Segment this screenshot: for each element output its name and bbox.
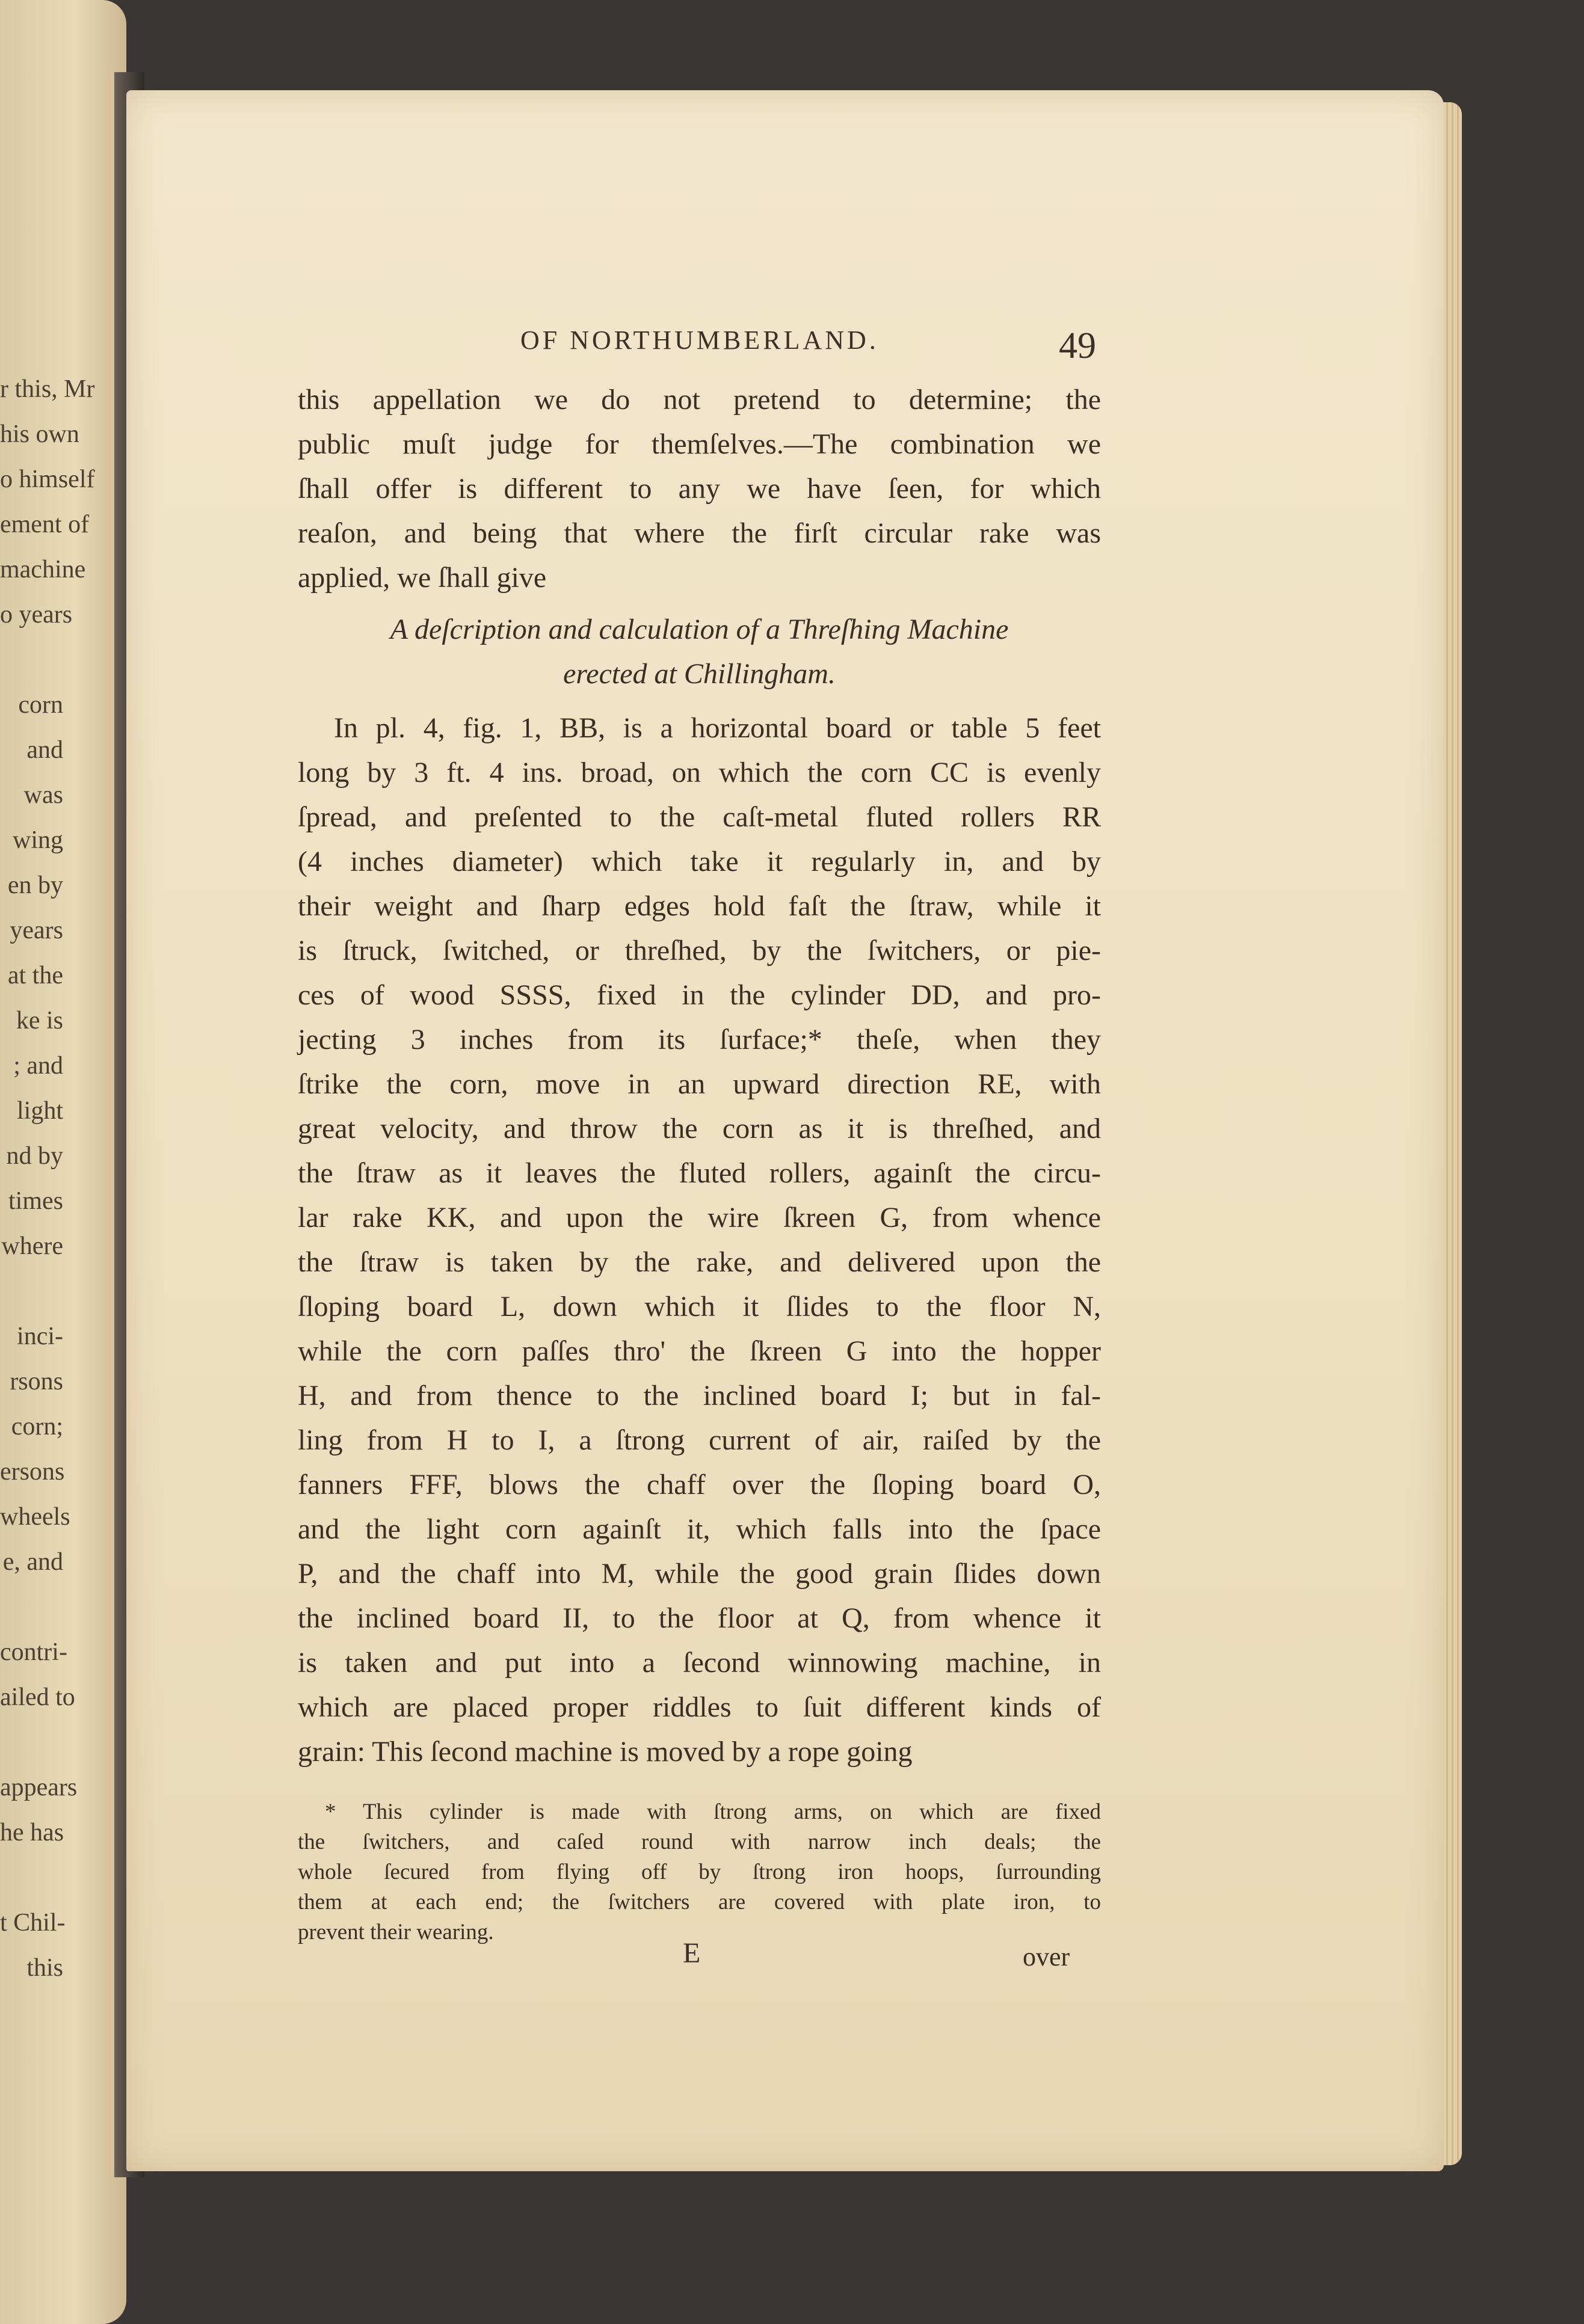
left-page-fragment: o himself	[0, 466, 95, 493]
left-page-fragment	[0, 638, 63, 683]
footnote-line: whole ſecured from flying off by ſtrong iron hoops, ſurrounding	[298, 1860, 1101, 1884]
text-line: the inclined board II, to the floor at Q, from whence it	[298, 1602, 1101, 1634]
text-line: applied, we ſhall give	[298, 562, 547, 594]
left-page-fragment: ; and	[13, 1052, 63, 1080]
left-page-fragment: machine	[0, 556, 86, 583]
text-line: reaſon, and being that where the firſt circular rake was	[298, 517, 1101, 549]
text-line: fanners FFF, blows the chaff over the ſloping board O,	[298, 1469, 1101, 1501]
text-line: H, and from thence to the inclined board I; but in fal-	[298, 1380, 1101, 1412]
text-line: lar rake KK, and upon the wire ſkreen G, from whence	[298, 1202, 1101, 1234]
title-line: A deſcription and calculation of a Threſhing Machine	[390, 613, 1009, 645]
left-page-fragment: inci-	[17, 1323, 63, 1350]
left-page-fragment: corn	[18, 691, 63, 719]
signature-mark: E	[683, 1937, 701, 1969]
left-page-fragment: he has	[0, 1819, 64, 1846]
catchword: over	[1023, 1942, 1070, 1972]
left-page-fragment: o years	[0, 601, 73, 629]
left-page-fragment: ersons	[0, 1458, 65, 1486]
left-page-fragment: rsons	[10, 1368, 63, 1395]
left-page-fragment: ke is	[16, 1007, 63, 1034]
left-page-fragment	[0, 1269, 63, 1314]
text-line: which are placed proper riddles to ſuit different kinds of	[298, 1691, 1101, 1723]
footnote-line: * This cylinder is made with ſtrong arms, on which are fixed	[325, 1800, 1101, 1824]
left-page-fragment: was	[23, 781, 63, 809]
text-line: (4 inches diameter) which take it regularly in, and by	[298, 846, 1101, 878]
title-line: erected at Chillingham.	[563, 658, 836, 690]
text-line: the ſtraw is taken by the rake, and delivered upon the	[298, 1246, 1101, 1278]
footnote	[298, 1797, 1101, 1947]
text-line: ſpread, and preſented to the caſt-metal fluted rollers RR	[298, 801, 1101, 833]
footnote-line: the ſwitchers, and caſed round with narrow inch deals; the	[298, 1830, 1101, 1854]
footnote-line: prevent their wearing.	[298, 1920, 494, 1944]
text-line: public muſt judge for themſelves.—The combination we	[298, 428, 1101, 460]
text-line: while the corn paſſes thro' the ſkreen G into the hopper	[298, 1335, 1101, 1367]
left-page-fragment: e, and	[2, 1548, 63, 1576]
left-page-text	[0, 367, 95, 1991]
text-line: ces of wood SSSS, fixed in the cylinder DD, and pro-	[298, 979, 1101, 1011]
left-page-fragment: corn;	[11, 1413, 63, 1440]
left-page-fragment: ement of	[0, 511, 90, 538]
left-page-fragment: wheels	[0, 1503, 70, 1531]
text-line: grain: This ſecond machine is moved by a rope going	[298, 1736, 913, 1768]
text-line: the ſtraw as it leaves the fluted rollers, againſt the circu-	[298, 1157, 1101, 1189]
text-line: their weight and ſharp edges hold faſt the ſtraw, while it	[298, 890, 1101, 922]
left-page-fragment: at the	[7, 962, 63, 989]
left-page-fragment: his own	[0, 420, 79, 448]
left-page-fragment: appears	[0, 1774, 78, 1801]
left-page-fragment: r this, Mr	[0, 375, 95, 403]
left-page-fragment	[0, 1720, 63, 1765]
section-title	[298, 607, 1101, 696]
text-line: ſloping board L, down which it ſlides to the floor N,	[298, 1291, 1101, 1323]
footnote-line: them at each end; the ſwitchers are covered with plate iron, to	[298, 1890, 1101, 1914]
text-line: In pl. 4, fig. 1, BB, is a horizontal board or table 5 feet	[334, 712, 1101, 744]
left-page-fragment: years	[10, 917, 63, 944]
text-line: ſtrike the corn, move in an upward direction RE, with	[298, 1068, 1101, 1100]
text-line: ling from H to I, a ſtrong current of air, raiſed by the	[298, 1424, 1101, 1456]
left-page-fragment: and	[26, 736, 63, 764]
intro-paragraph	[298, 378, 1101, 600]
description-paragraph	[298, 706, 1101, 1774]
left-page-fragment: t Chil-	[0, 1909, 66, 1937]
left-page-fragment	[0, 1855, 63, 1901]
left-page-fragment: nd by	[6, 1142, 63, 1170]
main-text	[298, 378, 1101, 1774]
text-line: jecting 3 inches from its ſurface;* theſe, when they	[298, 1024, 1101, 1056]
text-line: is ſtruck, ſwitched, or threſhed, by the ſwitchers, or pie-	[298, 935, 1101, 967]
text-line: P, and the chaff into M, while the good grain ſlides down	[298, 1558, 1101, 1590]
left-page-fragment: where	[1, 1232, 63, 1260]
left-page-fragment: wing	[13, 826, 63, 854]
page-number: 49	[1059, 325, 1096, 366]
left-page	[0, 0, 126, 2324]
running-head: OF NORTHUMBERLAND.	[520, 325, 879, 355]
text-line: long by 3 ft. 4 ins. broad, on which the corn CC is evenly	[298, 757, 1101, 788]
left-page-fragment: times	[8, 1187, 63, 1215]
left-page-fragment: ailed to	[0, 1683, 75, 1711]
text-line: this appellation we do not pretend to determine; the	[298, 384, 1101, 416]
left-page-fragment: light	[16, 1097, 63, 1125]
text-line: is taken and put into a ſecond winnowing machine, in	[298, 1647, 1101, 1679]
text-line: great velocity, and throw the corn as it is threſhed, and	[298, 1113, 1101, 1145]
left-page-fragment: contri-	[0, 1638, 67, 1666]
left-page-fragment: this	[26, 1954, 63, 1982]
text-line: ſhall offer is different to any we have ſeen, for which	[298, 473, 1101, 505]
text-line: and the light corn againſt it, which falls into the ſpace	[298, 1513, 1101, 1545]
left-page-fragment	[0, 1585, 63, 1630]
left-page-fragment: en by	[7, 872, 63, 899]
